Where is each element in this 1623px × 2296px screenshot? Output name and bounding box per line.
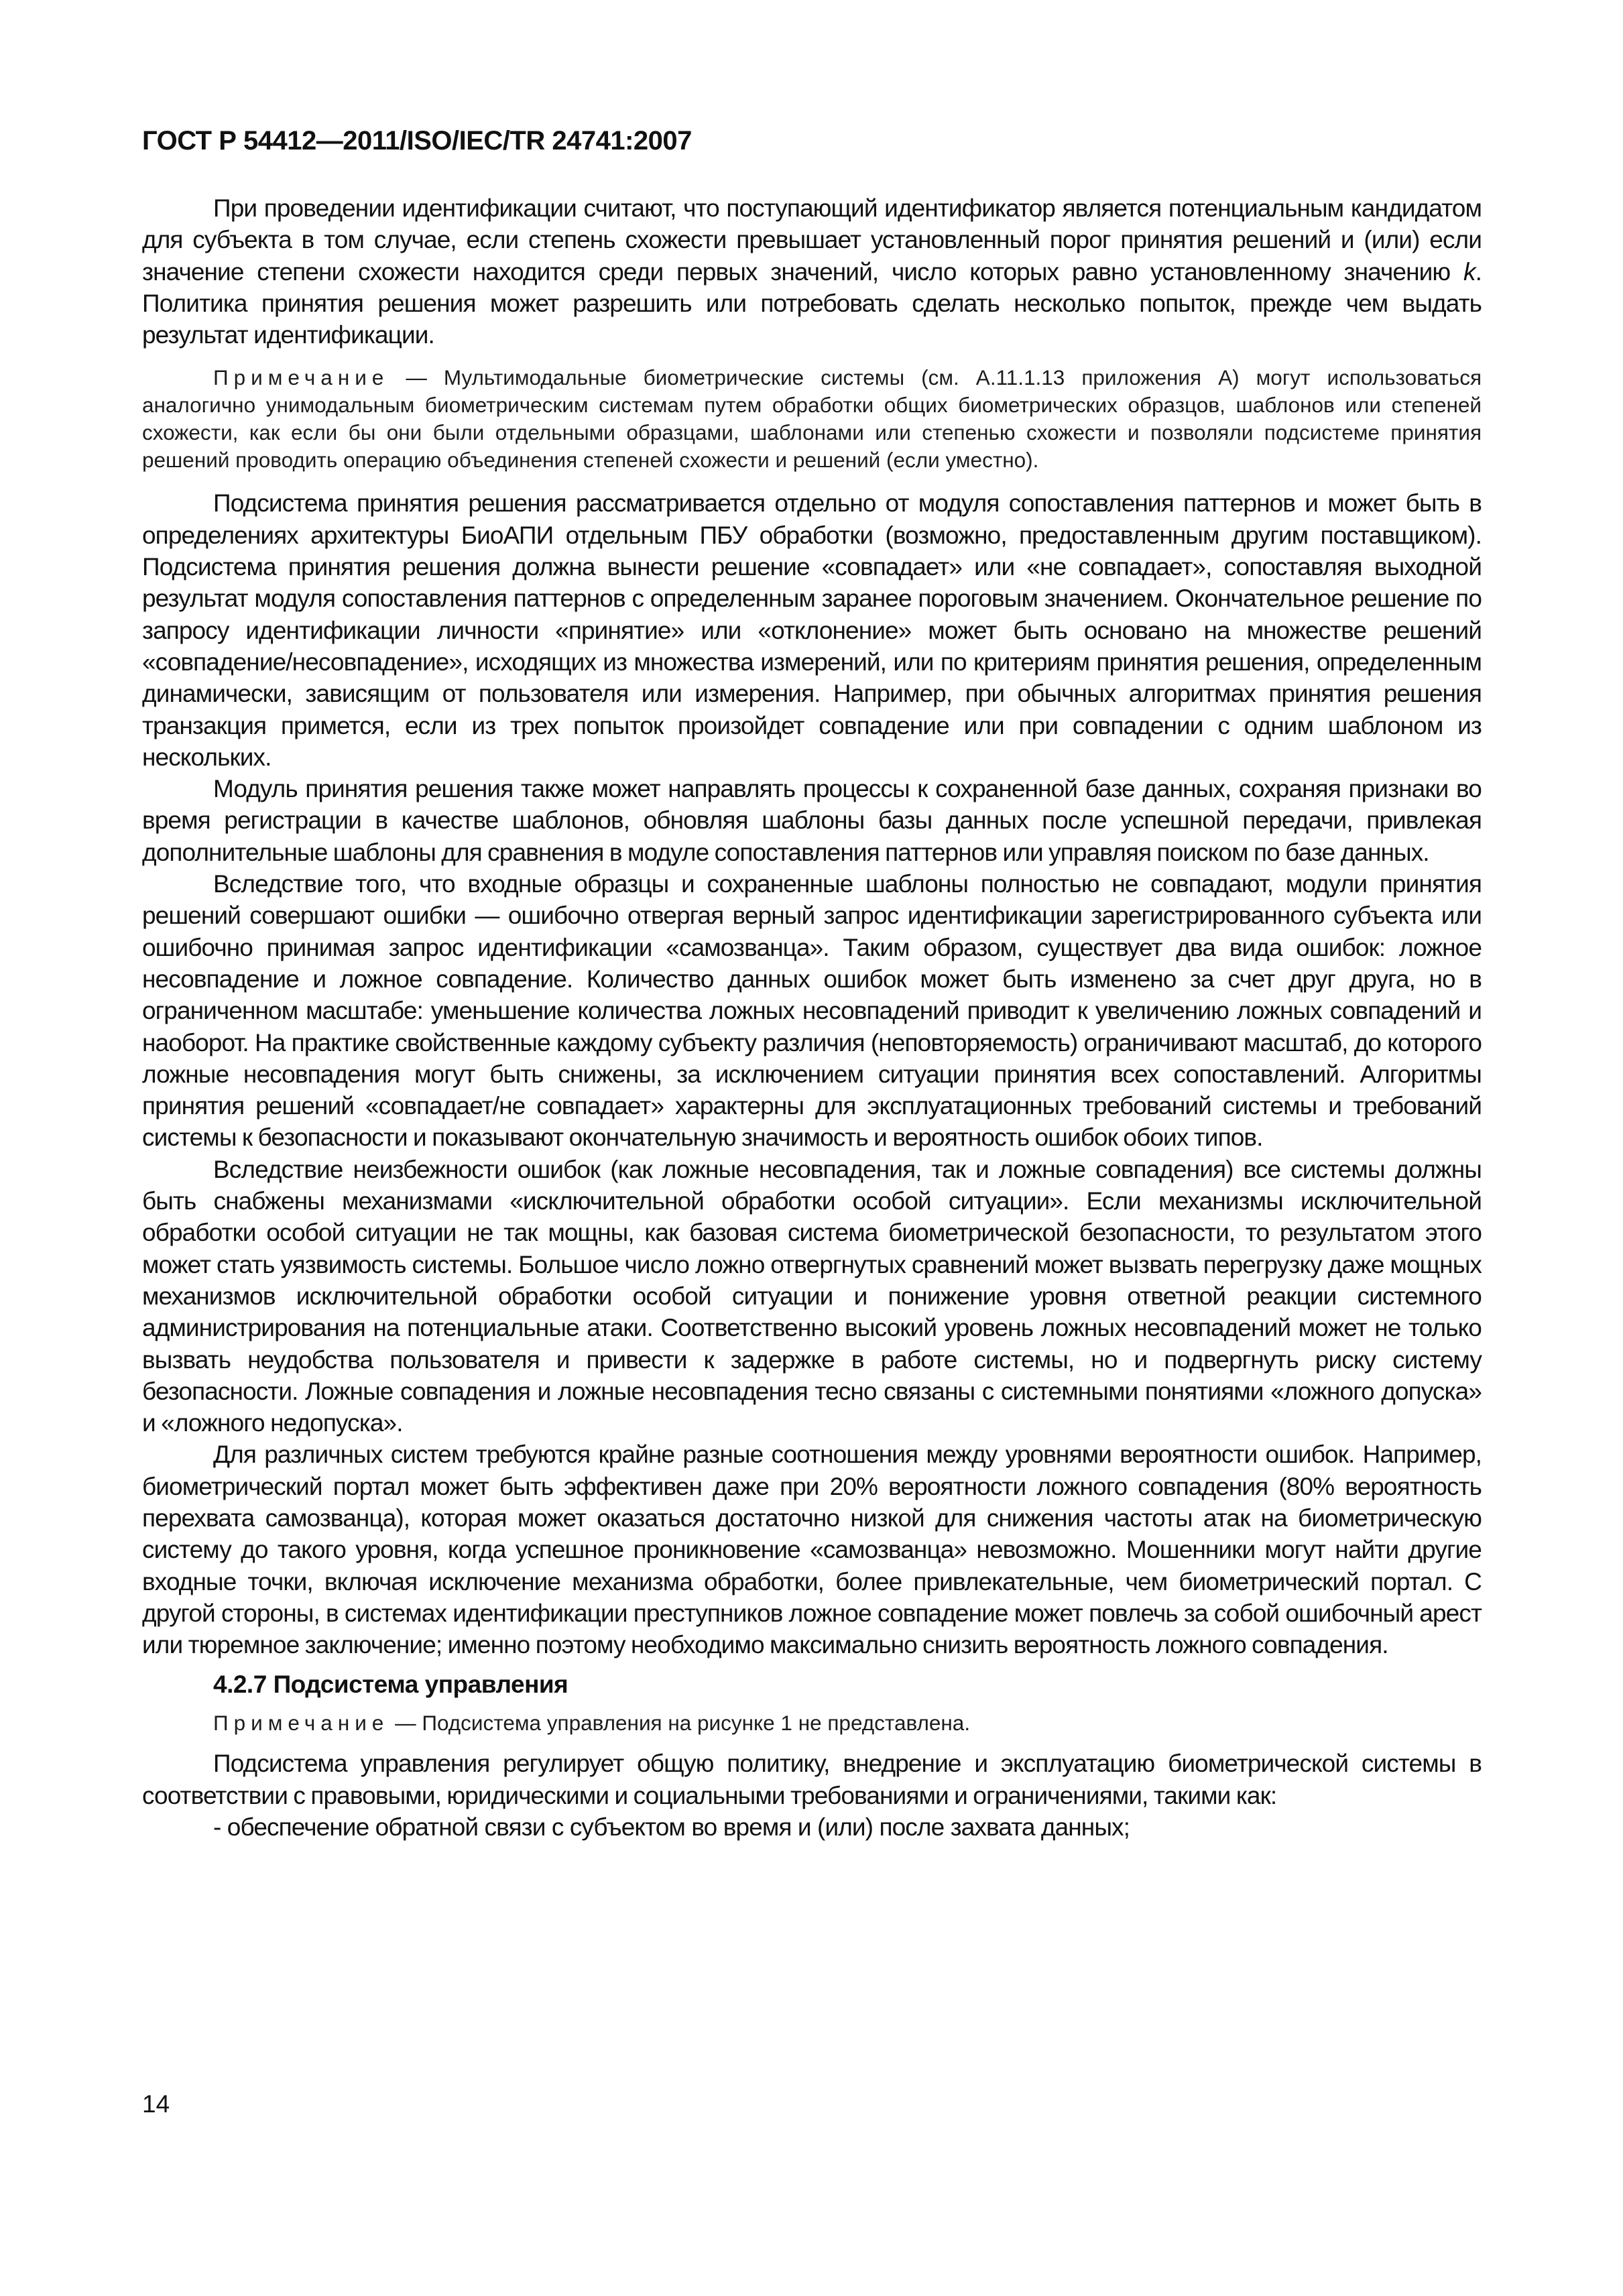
- paragraph-decision-module: Модуль принятия решения также может направлять процессы к сохраненной базе данных, сохраняя признаки во время регистрации в качестве шаблонов, обновляя шаблоны базы данных после успешной передачи, привлекая дополнительные шаблоны для сравнения в модуле сопоставления паттернов или управляя поиском по базе данных.: [142, 775, 1482, 866]
- note-management: Примечание — Подсистема управления на рисунке 1 не представлена.: [213, 1711, 971, 1736]
- standard-header: ГОСТ Р 54412—2011/ISO/IEC/TR 24741:2007: [142, 126, 692, 156]
- document-body: [142, 192, 1482, 1843]
- note-multimodal: Примечание — Мультимодальные биометрические системы (см. А.11.1.13 приложения А) могут использоваться аналогично унимодальным биометрическим системам путем обработки общих биометрических образцов, шаблонов или степеней схожести, как если бы они были отдельными образцами, шаблонами или степенью схожести и позволяли подсистеме принятия решений проводить операцию объединения степеней схожести и решений (если уместно).: [142, 365, 1482, 473]
- list-item: - обеспечение обратной связи с субъектом во время и (или) после захвата данных;: [213, 1813, 1130, 1841]
- paragraph-management-subsystem: Подсистема управления регулирует общую политику, внедрение и эксплуатацию биометрической системы в соответствии с правовыми, юридическими и социальными требованиями и ограничениями, такими как:: [142, 1750, 1482, 1809]
- paragraph-identification: При проведении идентификации считают, что поступающий идентификатор является потенциальным кандидатом для субъекта в том случае, если степень схожести превышает установленный порог принятия решений и (или) если значение степени схожести находится среди первых значений, число которых равно установленному значению k. Политика принятия решения может разрешить или потребовать сделать несколько попыток, прежде чем выдать результат идентификации.: [142, 194, 1482, 349]
- note-label: Примечание: [213, 1711, 389, 1736]
- section-heading: 4.2.7 Подсистема управления: [213, 1671, 568, 1699]
- note-label: Примечание: [213, 365, 389, 390]
- paragraph-errors: Вследствие того, что входные образцы и сохраненные шаблоны полностью не совпадают, модули принятия решений совершают ошибки — ошибочно отвергая верный запрос идентификации зарегистрированного субъекта или ошибочно принимая запрос идентификации «самозванца». Таким образом, существует два вида ошибок: ложное несовпадение и ложное совпадение. Количество данных ошибок может быть изменено за счет друг друга, но в ограниченном масштабе: уменьшение количества ложных несовпадений приводит к увеличению ложных совпадений и наоборот. На практике свойственные каждому субъекту различия (неповторяемость) ограничивают масштаб, до которого ложные несовпадения могут быть снижены, за исключением ситуации принятия всех сопоставлений. Алгоритмы принятия решений «совпадает/не совпадает» характерны для эксплуатационных требований системы и требований системы к безопасности и показывают окончательную значимость и вероятность ошибок обоих типов.: [142, 870, 1482, 1152]
- paragraph-exception-handling: Вследствие неизбежности ошибок (как ложные несовпадения, так и ложные совпадения) все системы должны быть снабжены механизмами «исключительной обработки особой ситуации». Если механизмы исключительной обработки особой ситуации не так мощны, как базовая система биометрической безопасности, то результатом этого может стать уязвимость системы. Большое число ложно отвергнутых сравнений может вызвать перегрузку даже мощных механизмов исключительной обработки особой ситуации и понижение уровня ответной реакции системного администрирования на потенциальные атаки. Соответственно высокий уровень ложных несовпадений может не только вызвать неудобства пользователя и привести к задержке в работе системы, но и подвергнуть риску систему безопасности. Ложные совпадения и ложные несовпадения тесно связаны с системными понятиями «ложного допуска» и «ложного недопуска».: [142, 1155, 1482, 1437]
- page-number: 14: [142, 2090, 170, 2118]
- variable-k: k: [1463, 257, 1476, 286]
- paragraph-error-ratios: Для различных систем требуются крайне разные соотношения между уровнями вероятности ошибок. Например, биометрический портал может быть эффективен даже при 20% вероятности ложного совпадения (80% вероятность перехвата самозванца), которая может оказаться достаточно низкой для снижения частоты атак на биометрическую систему до такого уровня, когда успешное проникновение «самозванца» невозможно. Мошенники могут найти другие входные точки, включая исключение механизма обработки, более привлекательные, чем биометрический портал. С другой стороны, в системах идентификации преступников ложное совпадение может повлечь за собой ошибочный арест или тюремное заключение; именно поэтому необходимо максимально снизить вероятность ложного совпадения.: [142, 1441, 1482, 1659]
- paragraph-decision-subsystem: Подсистема принятия решения рассматривается отдельно от модуля сопоставления паттернов и может быть в определениях архитектуры БиоАПИ отдельным ПБУ обработки (возможно, предоставленным другим поставщиком). Подсистема принятия решения должна вынести решение «совпадает» или «не совпадает», сопоставляя выходной результат модуля сопоставления паттернов с определенным заранее пороговым значением. Окончательное решение по запросу идентификации личности «принятие» или «отклонение» может быть основано на множестве решений «совпадение/несовпадение», исходящих из множества измерений, или по критериям принятия решения, определенным динамически, зависящим от пользователя или измерения. Например, при обычных алгоритмах принятия решения транзакция примется, если из трех попыток произойдет совпадение или при совпадении с одним шаблоном из нескольких.: [142, 489, 1482, 771]
